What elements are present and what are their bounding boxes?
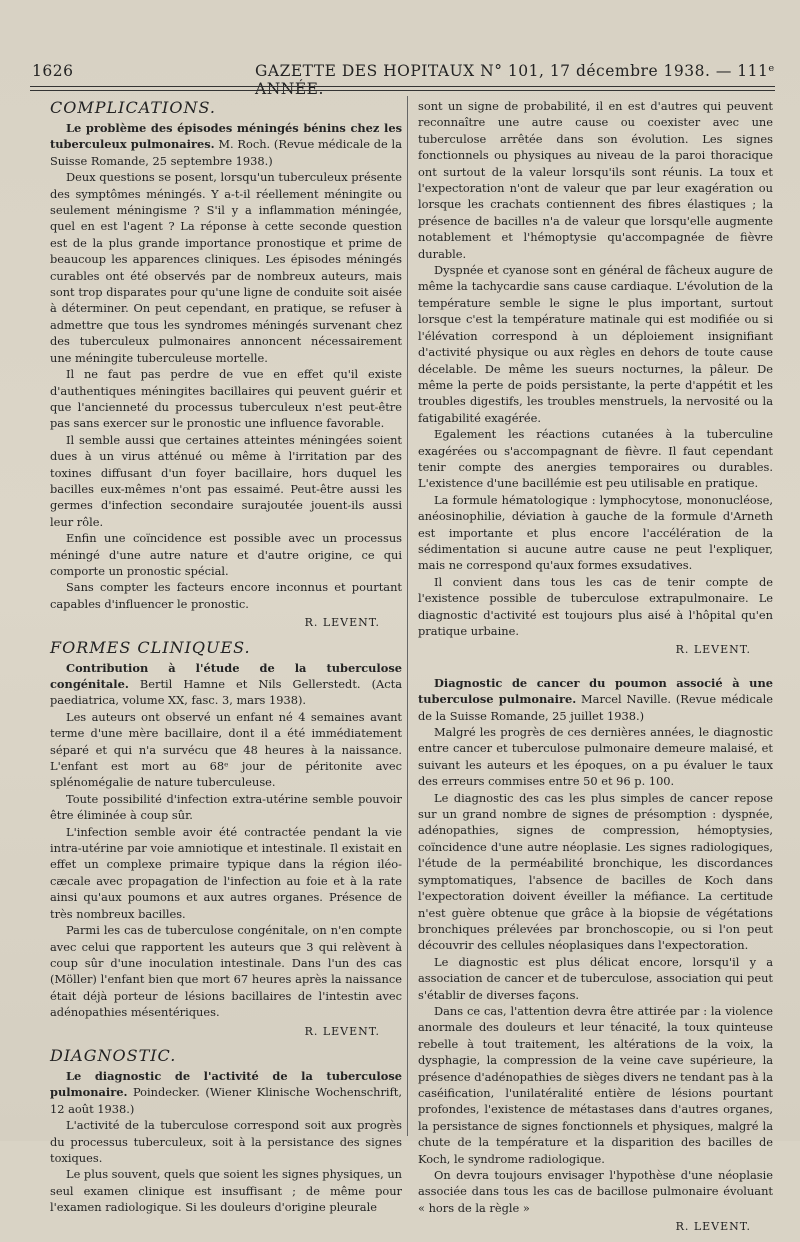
- paragraph: Dans ce cas, l'attention devra être attirée par : la violence anormale des douleurs et leur ténacité, la toux quinteuse rebelle à tout traitement, les altérations de la voix, la dysphagie, la compression de la veine cave supérieure, la présence d'adénopathies de sièges divers ne tendant pas à la caséification, l'unilatéralité entière de lésions pourtant profondes, l'existence de métastases dans d'autres organes, la persistance de signes fonctionnels et physiques, malgré la chute de la température et la disparition des bacilles de Koch, le syndrome radiologique.: [418, 1003, 773, 1166]
- article-title: Contribution à l'étude de la tuberculose congénitale.: [50, 660, 402, 691]
- page-number: 1626: [32, 62, 74, 80]
- section-heading: DIAGNOSTIC.: [50, 1045, 177, 1065]
- paragraph: La formule hématologique : lymphocytose, mononucléose, anéosinophilie, déviation à gauche de la formule d'Arneth est importante et plus encore l'accélération de la sédimentation si aucune autre cause ne peut l'expliquer, mais ne correspond qu'aux formes exsudatives.: [418, 492, 773, 573]
- section-heading: COMPLICATIONS.: [50, 98, 216, 117]
- left-column: [50, 98, 402, 1216]
- paragraph: Dyspnée et cyanose sont en général de fâcheux augure de même la tachycardie sans cause cardiaque. L'évolution de la température semble le signe le plus important, surtout lorsque c'est la température matinale qui est modifiée ou si l'élévation correspond à un déploiement insignifiant d'activité physique ou aux règles en dehors de toute cause décelable. De même les sueurs nocturnes, la pâleur. De même la perte de poids persistante, la perte d'appétit et les troubles digestifs, les troubles menstruels, la nervosité ou la fatigabilité exagérée.: [418, 263, 773, 425]
- paragraph: Il semble aussi que certaines atteintes méningées soient dues à un virus atténué ou même à l'irritation par des toxines diffusant d'un foyer bacillaire, hors duquel les bacilles eux-mêmes n'ont pas essaimé. Peut-être aussi les germes d'infection secondaire surajoutée jouent-ils aussi leur rôle.: [50, 432, 402, 529]
- paragraph: Parmi les cas de tuberculose congénitale, on n'en compte avec celui que rapportent les auteurs que 3 qui relèvent à coup sûr d'une inoculation intestinale. Dans l'un des cas (Möller) l'enfant bien que mort 67 heures après la naissance était déjà porteur de lésions bacillaires de l'intestin avec adénopathies mésentériques.: [50, 923, 402, 1020]
- running-title: GAZETTE DES HOPITAUX N° 101, 17 décembre 1938. — 111ᵉ ANNÉE.: [255, 62, 775, 98]
- paragraph: Malgré les progrès de ces dernières années, le diagnostic entre cancer et tuberculose pulmonaire demeure malaisé, et suivant les auteurs et les époques, on a pu évaluer le taux des erreurs commises entre 50 et 96 p. 100.: [418, 725, 773, 789]
- section-heading: FORMES CLINIQUES.: [50, 637, 251, 657]
- paragraph: Le diagnostic des cas les plus simples de cancer repose sur un grand nombre de signes de présomption : dyspnée, adénopathies, signes de compression, hémoptysies, coïncidence d'une autre néoplasie. Les signes radiologiques, l'étude de la perméabilité bronchique, les discordances symptomatiques, l'absence de bacilles de Koch dans l'expectoration doivent éveiller la méfiance. La certitude n'est guère obtenue que grâce à la biopsie de végétations bronchiques prélevées par bronchoscopie, ou si l'on peut découvrir des cellules néoplasiques dans l'expectoration.: [418, 790, 773, 953]
- paragraph: L'activité de la tuberculose correspond soit aux progrès du processus tuberculeux, soit à la persistance des signes toxiques.: [50, 1118, 402, 1165]
- article-source: M. Roch. (Revue médicale de la Suisse Romande, 25 septembre 1938.): [50, 137, 402, 168]
- article-heading: [50, 660, 402, 709]
- paragraph: Deux questions se posent, lorsqu'un tuberculeux présente des symptômes méningés. Y a-t-il réellement méningite ou seulement méningisme ? S'il y a inflammation méningée, quel en est l'agent ? La réponse à cette seconde question est de la plus grande importance pronostique et prime de beaucoup les apparences cliniques. Les épisodes méningés curables ont été observés par de nombreux auteurs, mais sont trop disparates pour qu'une ligne de conduite soit aisée à déterminer. On peut cependant, en pratique, se refuser à admettre que tous les syndromes méningés survenant chez des tuberculeux pulmonaires annoncent nécessairement une méningite tuberculeuse mortelle.: [50, 170, 402, 365]
- paragraph: On devra toujours envisager l'hypothèse d'une néoplasie associée dans tous les cas de bacillose pulmonaire évoluant « hors de la règle »: [418, 1168, 773, 1215]
- author-signature: R. LEVENT.: [675, 1220, 751, 1234]
- article-title: Le problème des épisodes méningés bénins chez les tuberculeux pulmonaires.: [50, 121, 402, 152]
- author-signature: R. LEVENT.: [304, 1024, 380, 1038]
- paragraph: Les auteurs ont observé un enfant né 4 semaines avant terme d'une mère bacillaire, dont il a été immédiatement séparé et qui n'a survécu que 48 heures à la naissance. L'enfant est mort au 68ᵉ jour de péritonite avec splénomégalie de nature tuberculeuse.: [50, 709, 402, 790]
- article-source: Poindecker. (Wiener Klinische Wochenschrift, 12 août 1938.): [50, 1085, 402, 1116]
- article-heading: [50, 1068, 402, 1117]
- page-header: [30, 62, 775, 98]
- paragraph: Toute possibilité d'infection extra-utérine semble pouvoir être éliminée à coup sûr.: [50, 791, 402, 823]
- paragraph: Il ne faut pas perdre de vue en effet qu'il existe d'authentiques méningites bacillaires qui peuvent guérir et que l'ancienneté du processus tuberculeux n'est peut-être pas sans exercer sur le pronostic une influence favorable.: [50, 367, 402, 431]
- article-source: Bertil Hamne et Nils Gellerstedt. (Acta paediatrica, volume XX, fasc. 3, mars 1938).: [50, 677, 402, 708]
- paragraph: Il convient dans tous les cas de tenir compte de l'existence possible de tuberculose extrapulmonaire. Le diagnostic d'activité est toujours plus aisé à l'hôpital qu'en pratique urbaine.: [418, 574, 773, 638]
- article-source: Marcel Naville. (Revue médicale de la Suisse Romande, 25 juillet 1938.): [418, 692, 773, 723]
- author-signature: R. LEVENT.: [304, 616, 380, 630]
- column-divider: [407, 96, 408, 1136]
- article-title: Le diagnostic de l'activité de la tuberculose pulmonaire.: [50, 1068, 402, 1100]
- header-rule: [30, 86, 775, 91]
- paragraph: Le diagnostic est plus délicat encore, lorsqu'il y a association de cancer et de tuberculose, association qui peut s'établir de diverses façons.: [418, 954, 773, 1002]
- paragraph: L'infection semble avoir été contractée pendant la vie intra-utérine par voie amniotique et intestinale. Il existait en effet un complexe primaire typique dans la région iléo-cæcale avec propagation de l'infection au foie et à la rate ainsi qu'aux poumons et aux autres organes. Présence de très nombreux bacilles.: [50, 824, 402, 921]
- right-column: [418, 98, 773, 1242]
- article-title: Diagnostic de cancer du poumon associé à une tuberculose pulmonaire.: [418, 675, 773, 707]
- paragraph: Enfin une coïncidence est possible avec un processus méningé d'une autre nature et d'autre origine, ce qui comporte un pronostic spécial.: [50, 531, 402, 578]
- paragraph: Le plus souvent, quels que soient les signes physiques, un seul examen clinique est insuffisant ; de même pour l'examen radiologique. Si les douleurs d'origine pleurale: [50, 1167, 402, 1215]
- article-heading: [50, 120, 402, 169]
- article-heading: [418, 675, 773, 724]
- paragraph: Sans compter les facteurs encore inconnus et pourtant capables d'influencer le pronostic.: [50, 580, 402, 611]
- paragraph: sont un signe de probabilité, il en est d'autres qui peuvent reconnaître une autre cause ou coexister avec une tuberculose arrêtée dans son évolution. Les signes fonctionnels ou physiques au niveau de la paroi thoracique ont surtout de la valeur lorsqu'ils sont réunis. La toux et l'expectoration n'ont de valeur que par leur exagération ou lorsque les crachats contiennent des fibres élastiques ; la présence de bacilles n'a de valeur que lorsqu'elle augmente notablement et l'hémoptysie qu'accompagnée de fièvre durable.: [418, 99, 773, 261]
- author-signature: R. LEVENT.: [675, 643, 751, 657]
- spacer: [418, 665, 773, 675]
- paragraph: Egalement les réactions cutanées à la tuberculine exagérées ou s'accompagnant de fièvre. Il faut cependant tenir compte des anergies temporaires ou durables. L'existence d'une bacillémie est peu utilisable en pratique.: [418, 427, 773, 491]
